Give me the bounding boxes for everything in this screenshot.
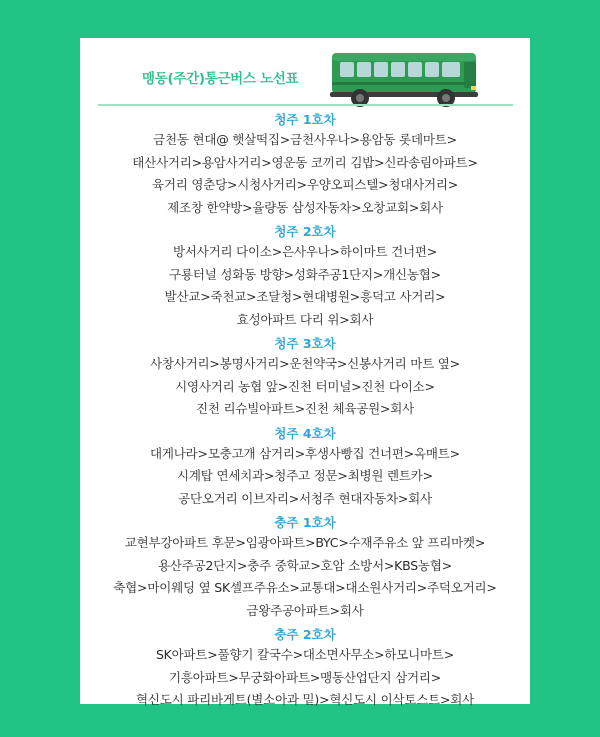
route-chungju-2 bbox=[80, 626, 530, 712]
route-title: 충주 1호차 bbox=[274, 515, 336, 530]
route-stops: 축협>마이웨딩 옆 SK셀프주유소>교통대>대소원사거리>주덕오거리> bbox=[113, 580, 497, 595]
route-stops: 용산주공2단지>충주 중학교>호암 소방서>KBS농협> bbox=[157, 557, 453, 573]
route-title: 청주 4호차 bbox=[274, 425, 336, 441]
route-stops: 시영사거리 농협 앞>진천 터미널>진천 다이소> bbox=[175, 378, 435, 394]
route-stops: 발산교>죽천교>조달청>현대병원>흥덕고 사거리> bbox=[164, 289, 446, 304]
route-stops: 대게나라>모충고개 삼거리>후생사빵집 건너편>옥매트> bbox=[150, 445, 460, 461]
route-cheongju-4 bbox=[80, 425, 530, 511]
route-stops: SK아파트>풀향기 칼국수>대소면사무소>하모니마트> bbox=[155, 647, 455, 662]
route-cheongju-3 bbox=[80, 335, 530, 421]
route-stops: 육거리 영춘당>시청사거리>우양오피스텔>청대사거리> bbox=[151, 177, 459, 192]
page-title: 맹동(주간)통근버스 노선표 bbox=[142, 71, 299, 87]
route-stops: 금왕주공아파트>회사 bbox=[246, 602, 364, 618]
bus-icon bbox=[328, 48, 480, 110]
header-divider bbox=[98, 104, 513, 106]
route-title: 충주 2호차 bbox=[274, 627, 336, 642]
route-stops: 효성아파트 다리 위>회사 bbox=[236, 311, 374, 327]
route-stops: 진천 리슈빌아파트>진천 체육공원>회사 bbox=[195, 401, 415, 416]
route-stops: 공단오거리 이브자리>서청주 현대자동차>회사 bbox=[178, 490, 432, 506]
card-header bbox=[80, 38, 530, 108]
route-stops: 기흥아파트>무궁화아파트>맹동산업단지 삼거리> bbox=[168, 669, 442, 685]
route-list bbox=[80, 108, 530, 712]
route-title: 청주 1호차 bbox=[274, 112, 336, 127]
route-stops: 사창사거리>봉명사거리>운천약국>신봉사거리 마트 옆> bbox=[150, 356, 460, 371]
route-stops: 구룡터널 성화동 방향>성화주공1단지>개신농협> bbox=[169, 266, 441, 282]
route-cheongju-2 bbox=[80, 223, 530, 331]
route-stops: 교현부강아파트 후문>임광아파트>BYC>수재주유소 앞 프리마켓> bbox=[124, 535, 486, 550]
route-chungju-1 bbox=[80, 514, 530, 622]
route-stops: 시계탑 연세치과>청주고 정문>최병원 렌트카> bbox=[177, 468, 433, 483]
route-stops: 금천동 현대@ 햇살떡집>금천사우나>용암동 롯데마트> bbox=[153, 132, 457, 147]
route-card bbox=[80, 38, 530, 707]
route-stops: 태산사거리>용암사거리>영운동 코끼리 김밥>신라송림아파트> bbox=[132, 154, 478, 170]
route-cheongju-1 bbox=[80, 111, 530, 219]
route-stops: 방서사거리 다이소>은사우나>하이마트 건너편> bbox=[173, 244, 437, 259]
route-title: 청주 3호차 bbox=[274, 336, 336, 351]
route-title: 청주 2호차 bbox=[274, 224, 336, 239]
route-stops: 혁신도시 파리바게트(별소아과 밑)>혁신도시 이삭토스트>회사 bbox=[135, 692, 475, 707]
route-stops: 제조창 한약방>율량동 삼성자동차>오창교회>회사 bbox=[167, 199, 443, 215]
